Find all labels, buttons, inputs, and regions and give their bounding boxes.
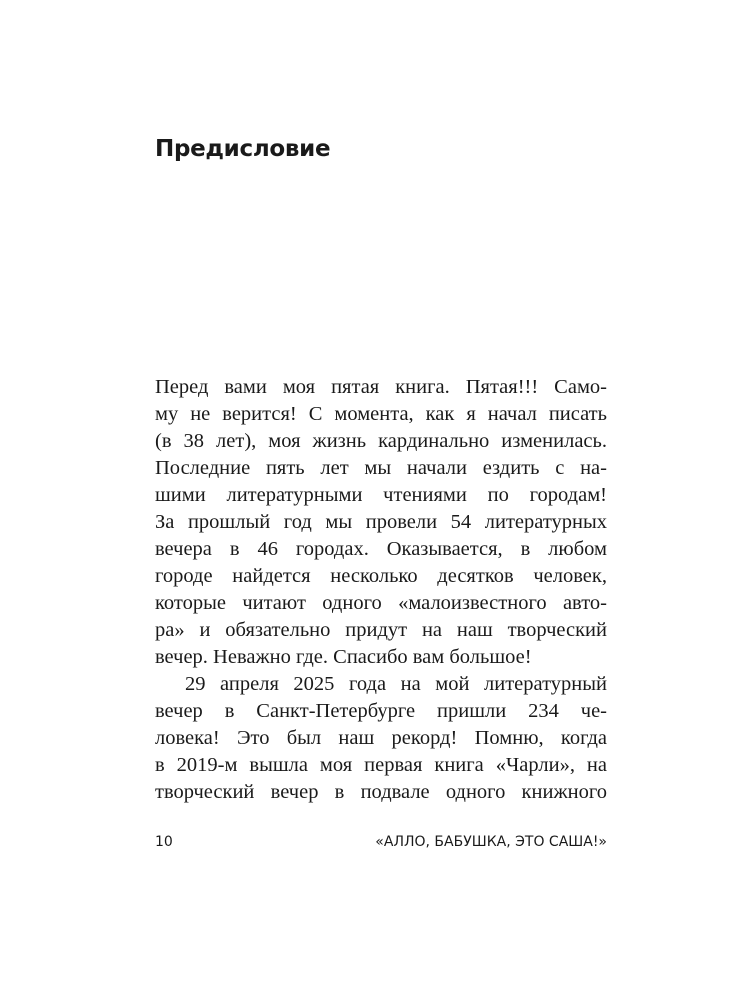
text-line: Перед вами моя пятая книга. Пятая!!! Само- bbox=[155, 376, 607, 398]
page-number: 10 bbox=[155, 834, 173, 850]
running-title: «АЛЛО, БАБУШКА, ЭТО САША!» bbox=[375, 834, 607, 850]
text-line: творческий вечер в подвале одного книжного bbox=[155, 781, 607, 803]
text-line: городе найдется несколько десятков человек, bbox=[155, 565, 607, 587]
text-line: вечер в Санкт-Петербурге пришли 234 че- bbox=[155, 700, 607, 722]
body-text bbox=[155, 374, 607, 806]
paragraph-2 bbox=[155, 671, 607, 806]
text-line: Последние пять лет мы начали ездить с на- bbox=[155, 457, 607, 479]
text-line: ловека! Это был наш рекорд! Помню, когда bbox=[155, 727, 607, 749]
text-line: в 2019-м вышла моя первая книга «Чарли», на bbox=[155, 754, 607, 776]
page-footer bbox=[155, 834, 607, 850]
text-line: вечер. Неважно где. Спасибо вам большое! bbox=[155, 646, 532, 668]
chapter-title: Предисловие bbox=[155, 136, 331, 162]
text-line: (в 38 лет), моя жизнь кардинально изменилась. bbox=[155, 430, 607, 452]
paragraph-1 bbox=[155, 374, 607, 671]
text-line: 29 апреля 2025 года на мой литературный bbox=[185, 673, 607, 695]
text-line: ра» и обязательно придут на наш творческий bbox=[155, 619, 607, 641]
text-line: шими литературными чтениями по городам! bbox=[155, 484, 607, 506]
text-line: За прошлый год мы провели 54 литературных bbox=[155, 511, 607, 533]
text-line: которые читают одного «малоизвестного авто- bbox=[155, 592, 607, 614]
text-line: вечера в 46 городах. Оказывается, в любом bbox=[155, 538, 607, 560]
text-line: му не верится! С момента, как я начал писать bbox=[155, 403, 607, 425]
